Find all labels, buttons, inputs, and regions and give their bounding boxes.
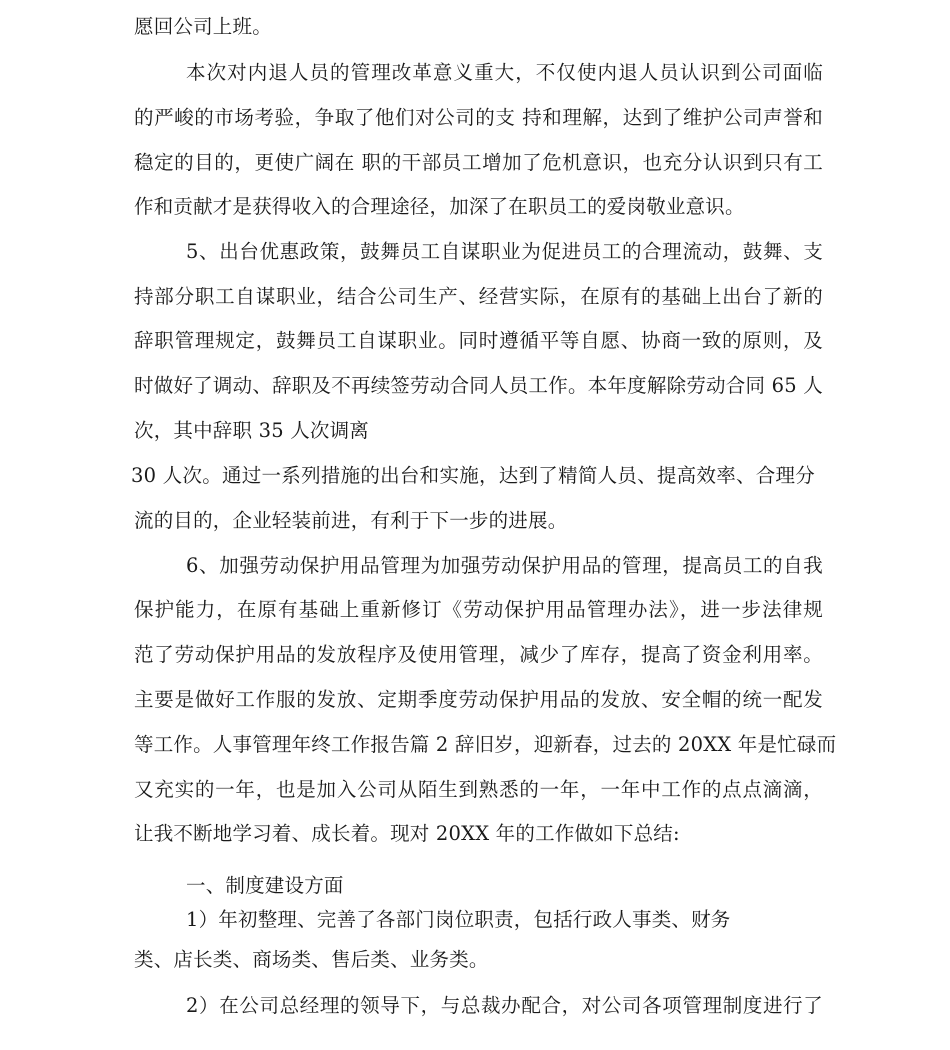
text-line-6: 5、出台优惠政策，鼓舞员工自谋职业为促进员工的合理流动，鼓舞、支 <box>186 240 823 263</box>
text-line-8: 辞职管理规定，鼓舞员工自谋职业。同时遵循平等自愿、协商一致的原则，及 <box>134 329 823 352</box>
section-heading: 一、制度建设方面 <box>186 874 344 897</box>
text-line-16: 主要是做好工作服的发放、定期季度劳动保护用品的发放、安全帽的统一配发 <box>134 688 823 711</box>
text-line-14: 保护能力，在原有基础上重新修订《劳动保护用品管理办法》，进一步法律规 <box>134 598 823 621</box>
text-line-4: 稳定的目的，更使广阔在 职的干部员工增加了危机意识，也充分认识到只有工 <box>134 151 823 174</box>
text-line-11: 30 人次。通过一系列措施的出台和实施，达到了精简人员、提高效率、合理分 <box>131 464 815 487</box>
text-line-19: 让我不断地学习着、成长着。现对 20XX 年的工作做如下总结: <box>134 822 680 845</box>
text-line-2: 本次对内退人员的管理改革意义重大，不仅使内退人员认识到公司面临 <box>186 61 823 84</box>
text-line-9: 时做好了调动、辞职及不再续签劳动合同人员工作。本年度解除劳动合同 65 人 <box>134 374 823 397</box>
text-line-13: 6、加强劳动保护用品管理为加强劳动保护用品的管理，提高员工的自我 <box>186 554 823 577</box>
text-line-7: 持部分职工自谋职业，结合公司生产、经营实际，在原有的基础上出台了新的 <box>134 285 823 308</box>
text-line-22: 类、店长类、商场类、售后类、业务类。 <box>134 948 489 971</box>
text-line-15: 范了劳动保护用品的发放程序及使用管理，减少了库存，提高了资金利用率。 <box>134 643 823 666</box>
text-line-10: 次，其中辞职 35 人次调离 <box>134 419 370 442</box>
text-line-3: 的严峻的市场考验，争取了他们对公司的支 持和理解，达到了维护公司声誉和 <box>134 106 823 129</box>
text-line-18: 又充实的一年，也是加入公司从陌生到熟悉的一年，一年中工作的点点滴滴， <box>134 778 823 801</box>
text-line-21: 1）年初整理、完善了各部门岗位职责，包括行政人事类、财务 <box>186 908 731 931</box>
text-line-5: 作和贡献才是获得收入的合理途径，加深了在职员工的爱岗敬业意识。 <box>134 195 745 218</box>
text-line-1: 愿回公司上班。 <box>134 15 272 38</box>
text-line-17: 等工作。人事管理年终工作报告篇 2 辞旧岁，迎新春，过去的 20XX 年是忙碌而 <box>134 733 837 756</box>
text-line-12: 流的目的，企业轻装前进，有利于下一步的进展。 <box>134 509 568 532</box>
text-line-23: 2）在公司总经理的领导下，与总裁办配合，对公司各项管理制度进行了 <box>186 994 823 1017</box>
